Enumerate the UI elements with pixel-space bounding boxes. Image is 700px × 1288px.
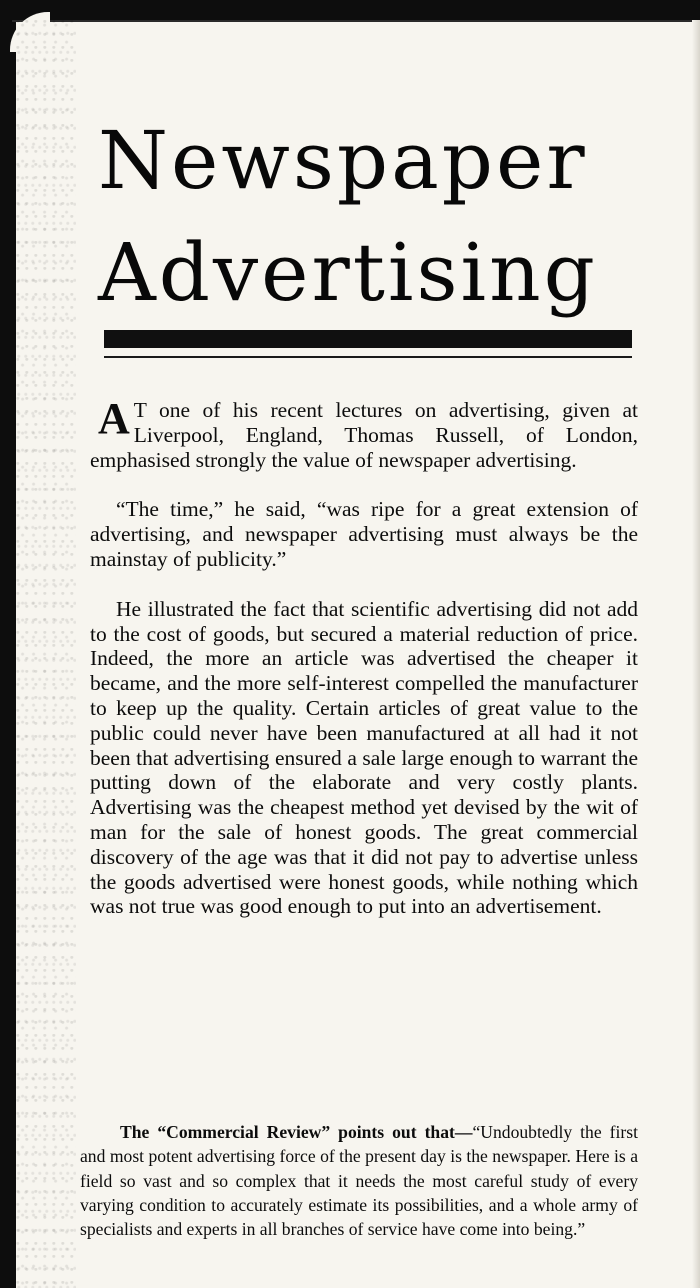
left-border	[0, 0, 16, 1288]
paragraph-4	[80, 1120, 638, 1241]
commercial-review-quote	[80, 1120, 638, 1241]
headline-line-2: Advertising	[98, 226, 598, 319]
paragraph-1	[90, 394, 638, 472]
paragraph-3: He illustrated the fact that scientific advertising did not add to the cost of goods, but secured a material reduction of price. Indeed, the more an article was advertised the cheaper it became, and the more self-interest compelled the manufacturer to keep up the quality. Certain articles of great value to the public could never have been manufactured at all had it not been that advertising ensured a sale large enough to warrant the putting down of the elaborate and very costly plants. Advertising was the cheapest method yet devised by the wit of man for the sale of honest goods. The great commercial discovery of the age was that it did not pay to advertise unless the goods advertised were honest goods, while nothing which was not true was good enough to put into an advertisement.	[90, 596, 638, 919]
top-border	[12, 0, 700, 22]
print-speckle	[16, 20, 76, 1288]
drop-cap: A	[98, 394, 130, 443]
paragraph-4-text: “Undoubtedly the first and most potent advertising force of the present day is the newspaper. Here is a field so vast and so complex that it needs the most careful study of every varying condition to accurately estimate its possibilities, and a whole army of specialists and experts in all branches of service have come into being.”	[80, 1122, 638, 1240]
paragraph-1-text: T one of his recent lectures on advertising, given at Liverpool, England, Thomas Russell, of London, emphasised strongly the value of newspaper advertising.	[90, 398, 638, 472]
headline	[98, 105, 648, 329]
paragraph-4-lead: The “Commercial Review” points out that—	[120, 1122, 473, 1142]
paragraph-2: “The time,” he said, “was ripe for a great extension of advertising, and newspaper advertising must always be the mainstay of publicity.”	[90, 497, 638, 571]
headline-rule-thick	[104, 330, 632, 348]
article-body	[90, 394, 638, 944]
headline-line-1: Newspaper	[98, 114, 588, 207]
headline-rule-thin	[104, 356, 632, 358]
right-edge	[692, 20, 700, 1288]
